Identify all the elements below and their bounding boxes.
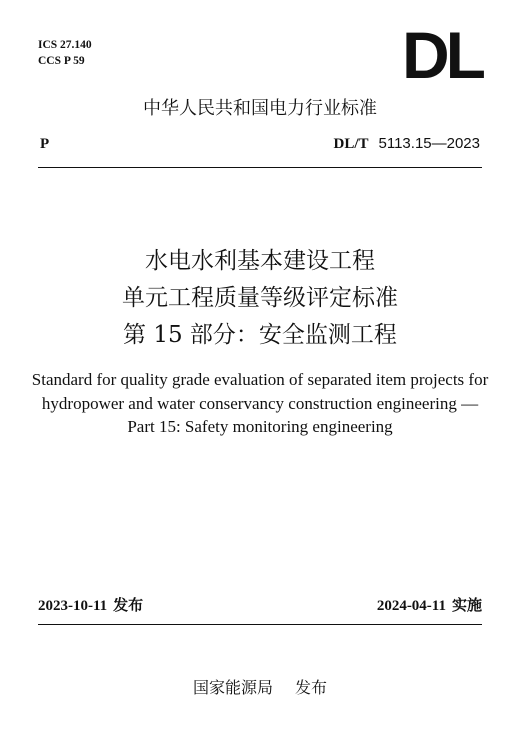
standard-code: 5113.15—2023 [378, 135, 480, 152]
implement-date-line [377, 595, 482, 616]
publisher-line [0, 677, 520, 699]
dl-logo: DL [402, 18, 482, 92]
publisher-action: 发布 [295, 678, 328, 697]
industry-standard-title: 中华人民共和国电力行业标准 [143, 98, 377, 119]
implement-date: 2024-04-11 [376, 598, 446, 614]
implement-label: 实施 [451, 596, 482, 614]
chinese-title-line: 单元工程质量等级评定标准 [122, 285, 398, 311]
category-code: P [40, 136, 50, 152]
ics-code: ICS 27.140 [38, 39, 92, 51]
header-divider [38, 167, 482, 168]
issue-label: 发布 [113, 596, 144, 614]
footer-divider [38, 624, 482, 625]
chinese-title-line: 水电水利基本建设工程 [145, 248, 375, 274]
publisher-name: 国家能源局 [192, 678, 273, 697]
ccs-code: CCS P 59 [38, 55, 85, 67]
standard-prefix: DL/T [333, 136, 369, 152]
english-title-line: Standard for quality grade evaluation of separated item projects for [31, 370, 489, 389]
issue-date-line [38, 595, 143, 616]
issue-date: 2023-10-11 [38, 598, 108, 614]
classification-codes [38, 37, 92, 69]
chinese-title [0, 243, 520, 354]
english-title-line: hydropower and water conservancy construction engineering — [41, 393, 479, 413]
english-title [20, 368, 500, 439]
english-title-line: Part 15: Safety monitoring engineering [127, 417, 393, 436]
chinese-title-line: 第 15 部分：安全监测工程 [123, 322, 397, 348]
standard-number [334, 134, 481, 154]
